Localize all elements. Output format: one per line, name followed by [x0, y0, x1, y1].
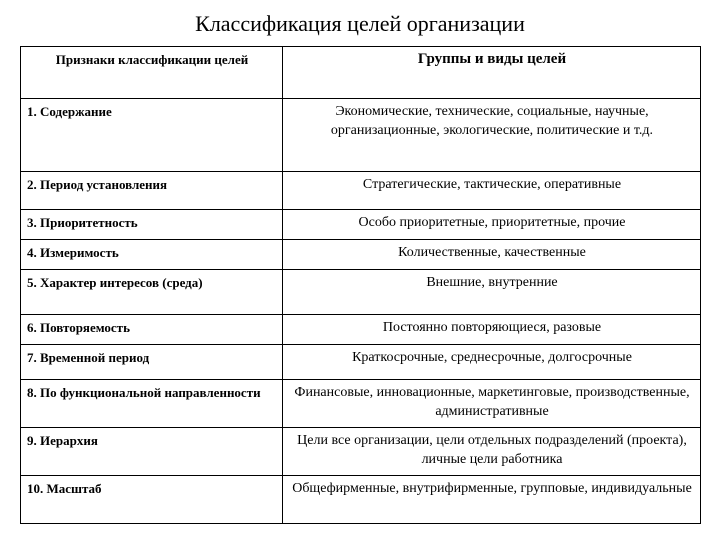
- table-row: [21, 476, 701, 524]
- table-row: [21, 345, 701, 380]
- page-title: Классификация целей организации: [195, 11, 525, 36]
- criterion-cell: 10. Масштаб: [21, 476, 283, 524]
- table-header-row: [21, 47, 701, 99]
- kinds-cell: Экономические, технические, социальные, научные, организационные, экологические, политические и т.д.: [283, 99, 701, 172]
- table-row: [21, 99, 701, 172]
- criterion-cell: 4. Измеримость: [21, 240, 283, 270]
- table-row: [21, 428, 701, 476]
- kinds-cell: Постоянно повторяющиеся, разовые: [283, 315, 701, 345]
- criterion-cell: 8. По функциональной направленности: [21, 380, 283, 428]
- kinds-cell: Особо приоритетные, приоритетные, прочие: [283, 210, 701, 240]
- table-row: [21, 210, 701, 240]
- goals-classification-table: [20, 46, 701, 524]
- header-criteria: Признаки классификации целей: [21, 47, 283, 99]
- criterion-cell: 6. Повторяемость: [21, 315, 283, 345]
- table-row: [21, 270, 701, 315]
- kinds-cell: Стратегические, тактические, оперативные: [283, 172, 701, 210]
- criterion-cell: 1. Содержание: [21, 99, 283, 172]
- kinds-cell: Общефирменные, внутрифирменные, групповые, индивидуальные: [283, 476, 701, 524]
- table-row: [21, 315, 701, 345]
- criterion-cell: 3. Приоритетность: [21, 210, 283, 240]
- kinds-cell: Количественные, качественные: [283, 240, 701, 270]
- header-groups: Группы и виды целей: [283, 47, 701, 99]
- kinds-cell: Внешние, внутренние: [283, 270, 701, 315]
- kinds-cell: Финансовые, инновационные, маркетинговые, производственные, административные: [283, 380, 701, 428]
- criterion-cell: 7. Временной период: [21, 345, 283, 380]
- table-row: [21, 240, 701, 270]
- kinds-cell: Цели все организации, цели отдельных подразделений (проекта), личные цели работника: [283, 428, 701, 476]
- kinds-cell: Краткосрочные, среднесрочные, долгосрочные: [283, 345, 701, 380]
- table-row: [21, 172, 701, 210]
- criterion-cell: 2. Период установления: [21, 172, 283, 210]
- criterion-cell: 5. Характер интересов (среда): [21, 270, 283, 315]
- criterion-cell: 9. Иерархия: [21, 428, 283, 476]
- table-row: [21, 380, 701, 428]
